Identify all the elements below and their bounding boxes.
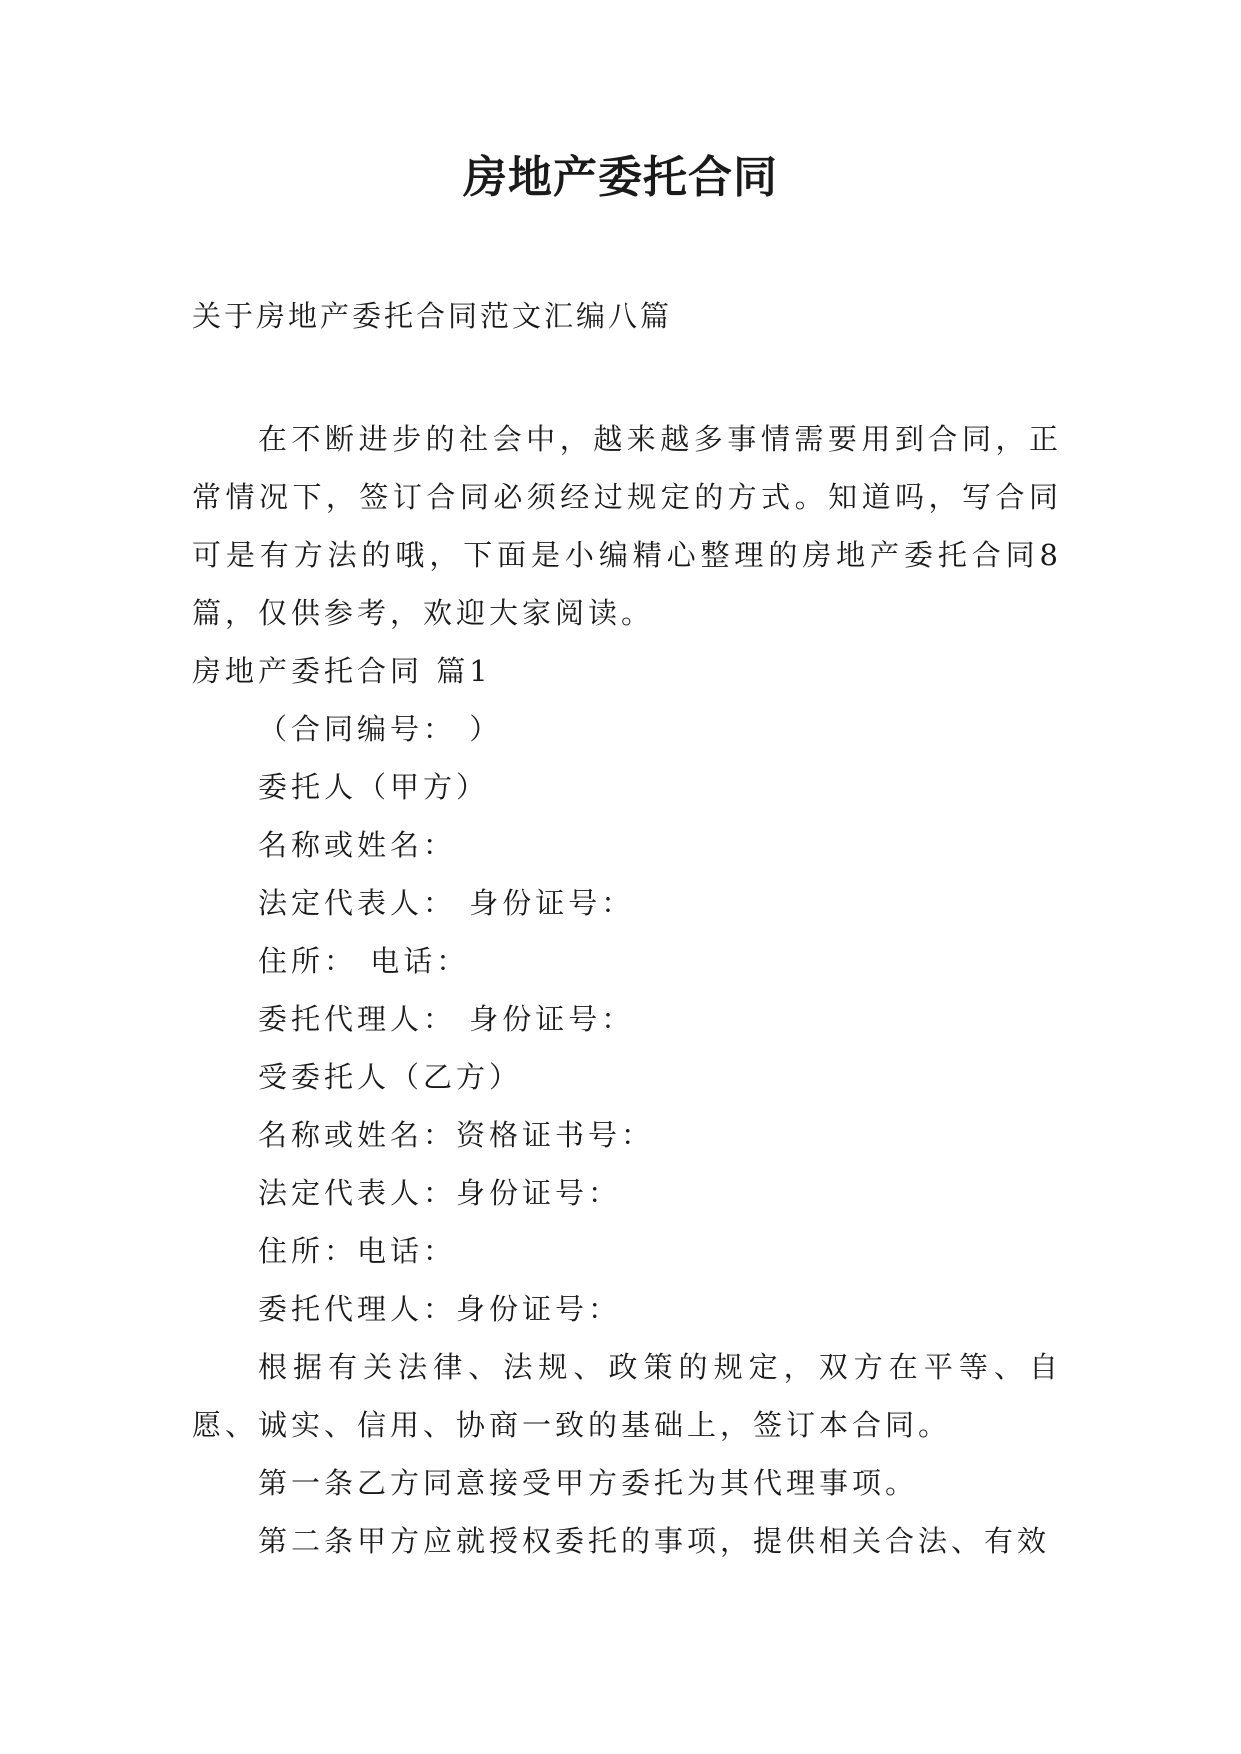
intro-paragraph: 在不断进步的社会中，越来越多事情需要用到合同，正常情况下，签订合同必须经过规定的方式。知道吗，写合同可是有方法的哦，下面是小编精心整理的房地产委托合同8篇，仅供参考，欢迎大家阅读。 [192,422,1062,630]
preamble-paragraph: 根据有关法律、法规、政策的规定，双方在平等、自愿、诚实、信用、协商一致的基础上，签订本合同。 [192,1350,1062,1442]
party-b-legal-rep-line: 法定代表人：身份证号： [258,1176,622,1210]
party-a-name-line: 名称或姓名： [258,828,457,862]
party-b-agent-line: 委托代理人：身份证号： [258,1292,622,1326]
document-subtitle: 关于房地产委托合同范文汇编八篇 [192,299,673,333]
party-b-heading: 受委托人（乙方） [258,1060,523,1094]
party-a-legal-rep-line: 法定代表人： 身份证号： [258,886,635,920]
article-1-paragraph: 第一条乙方同意接受甲方委托为其代理事项。 [258,1466,919,1500]
article-2-paragraph: 第二条甲方应就授权委托的事项，提供相关合法、有效 [258,1524,1051,1558]
section-heading: 房地产委托合同 篇1 [192,654,492,688]
party-a-agent-line: 委托代理人： 身份证号： [258,1002,635,1036]
document-body [192,410,1062,1570]
contract-number-line: （合同编号： ） [258,712,503,746]
party-b-name-line: 名称或姓名：资格证书号： [258,1118,655,1152]
party-b-address-line: 住所：电话： [258,1234,457,1268]
party-a-address-line: 住所： 电话： [258,944,470,978]
party-a-heading: 委托人（甲方） [258,770,490,804]
document-title: 房地产委托合同 [463,152,778,203]
